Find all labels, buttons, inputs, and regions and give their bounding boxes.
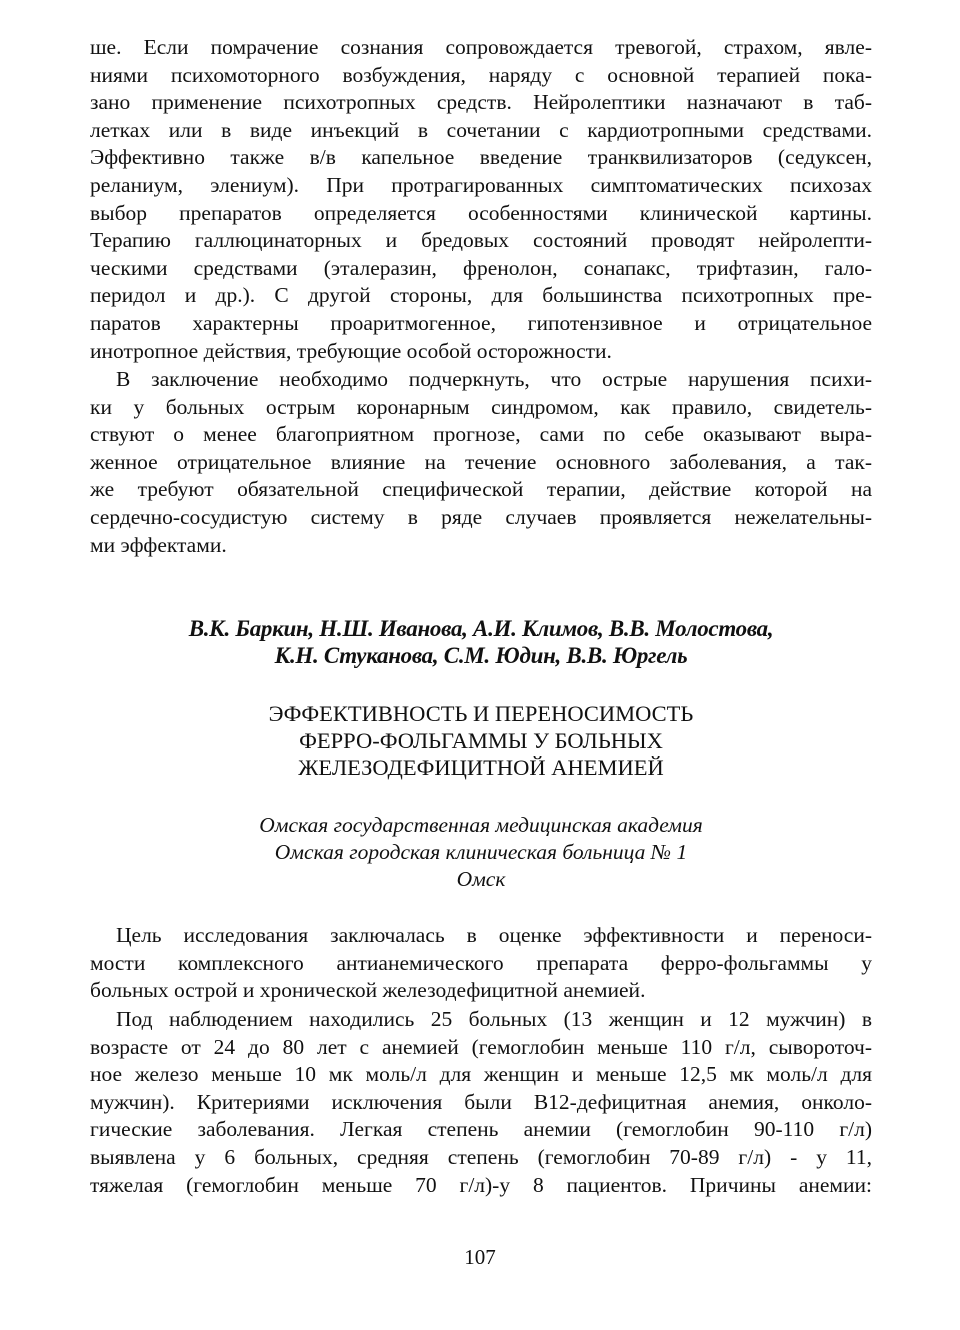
article-title [90,700,872,781]
text-line: паратов характерны проаритмогенное, гипотензивное и отрицательное [90,310,872,335]
text-line: сердечно-сосудистую систему в ряде случаев проявляется нежелательны- [90,504,872,529]
page-number: 107 [464,1245,496,1269]
paragraph-conclusion [90,366,872,559]
authors-line: В.К. Баркин, Н.Ш. Иванова, А.И. Климов, В.В. Молостова, [188,616,774,641]
text-line: ми эффектами. [90,532,227,557]
text-line: Под наблюдением находились 25 больных (13 женщин и 12 мужчин) в [116,1007,872,1031]
text-line: гические заболевания. Легкая степень анемии (гемоглобин 90-110 г/л) [90,1117,872,1142]
text-line: ческими средствами (эталеразин, френолон, сонапакс, трифтазин, гало- [90,255,872,280]
text-line: больных острой и хронической железодефицитной анемией. [90,978,646,1003]
paragraph-continuation [90,34,872,365]
text-line: ше. Если помрачение сознания сопровождается тревогой, страхом, явле- [90,35,872,59]
text-line: тяжелая (гемоглобин меньше 70 г/л)-у 8 пациентов. Причины анемии: [90,1172,872,1197]
text-line: ки у больных острым коронарным синдромом, как правило, свидетель- [90,394,872,419]
title-line: ЭФФЕКТИВНОСТЬ И ПЕРЕНОСИМОСТЬ [268,701,694,726]
text-line: Цель исследования заключалась в оценке эффективности и переноси- [116,923,872,947]
title-line: ЖЕЛЕЗОДЕФИЦИТНОЙ АНЕМИЕЙ [298,755,664,780]
article-affiliations [90,812,872,893]
text-line: реланиум, элениум). При протрагированных симптоматических психозах [90,172,872,197]
text-line: ниями психомоторного возбуждения, наряду с основной терапией пока- [90,62,872,87]
text-line: мужчин). Критериями исключения были В12-дефицитная анемия, онколо- [90,1089,872,1114]
text-line: же требуют обязательной специфической терапии, действие которой на [90,477,872,502]
text-line: выявлена у 6 больных, средняя степень (гемоглобин 70-89 г/л) - у 11, [90,1144,872,1169]
text-line: летках или в виде инъекций в сочетании с кардиотропными средствами. [90,117,872,142]
title-line: ФЕРРО-ФОЛЬГАММЫ У БОЛЬНЫХ [299,728,663,753]
affiliation-line: Омская государственная медицинская академия [259,813,703,837]
text-line: ное железо меньше 10 мк моль/л для женщин и меньше 12,5 мк моль/л для [90,1062,872,1087]
text-line: инотропное действия, требующие особой осторожности. [90,338,612,363]
text-line: В заключение необходимо подчеркнуть, что острые нарушения психи- [116,367,872,391]
text-line: женное отрицательное влияние на течение основного заболевания, а так- [90,449,872,474]
affiliation-line: Омск [456,867,506,891]
text-line: возрасте от 24 до 80 лет с анемией (гемоглобин меньше 110 г/л, сывороточ- [90,1034,872,1059]
paragraph-aim [90,922,872,1005]
text-line: ствуют о менее благоприятном прогнозе, сами по себе оказывают выра- [90,422,872,447]
authors-line: К.Н. Стуканова, С.М. Юдин, В.В. Юргель [274,643,688,668]
text-line: перидол и др.). С другой стороны, для большинства психотропных пре- [90,283,872,308]
text-line: Эффективно также в/в капельное введение транквилизаторов (седуксен, [90,145,872,170]
text-line: выбор препаратов определяется особенностями клинической картины. [90,200,872,225]
article-authors [90,615,872,669]
text-line: мости комплексного антианемического препарата ферро-фольгаммы у [90,950,872,975]
paragraph-methods [90,1006,872,1199]
text-line: Терапию галлюцинаторных и бредовых состояний проводят нейролепти- [90,228,872,253]
affiliation-line: Омская городская клиническая больница № 1 [274,840,688,864]
text-line: зано применение психотропных средств. Нейролептики назначают в таб- [90,90,872,115]
